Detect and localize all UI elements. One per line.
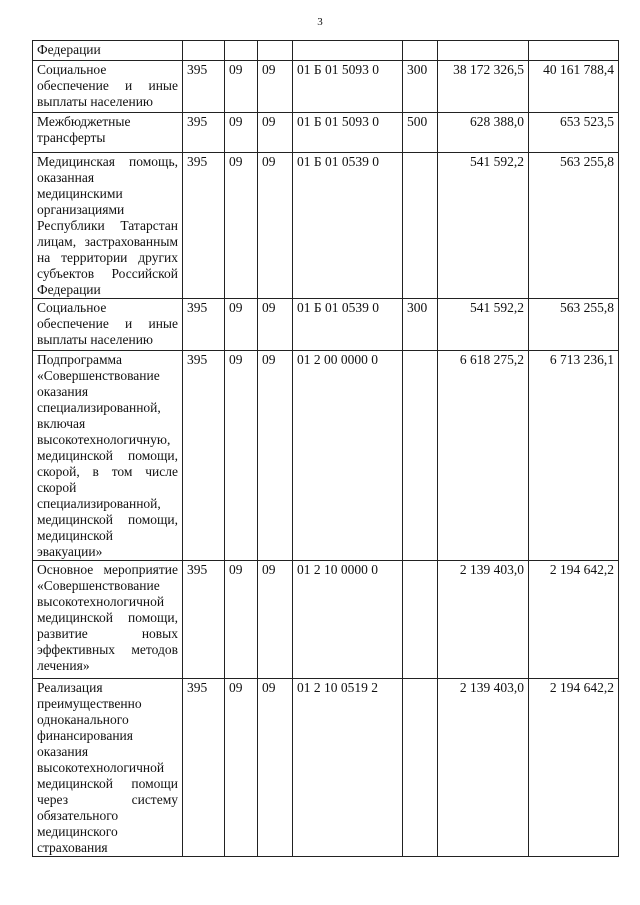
row-subsection: 09 [258,679,293,857]
row-ministry: 395 [183,351,225,561]
row-value-1: 38 172 326,5 [438,61,529,113]
table-row [33,299,619,351]
row-expense: 500 [403,113,438,153]
row-subsection: 09 [258,113,293,153]
row-ministry: 395 [183,153,225,299]
row-target: 01 Б 01 5093 0 [293,113,403,153]
row-subsection: 09 [258,153,293,299]
table-row [33,41,619,61]
row-target [293,41,403,61]
row-value-2: 653 523,5 [529,113,619,153]
row-target: 01 Б 01 0539 0 [293,299,403,351]
row-expense [403,679,438,857]
row-ministry: 395 [183,561,225,679]
row-expense: 300 [403,61,438,113]
row-subsection: 09 [258,561,293,679]
row-value-1: 541 592,2 [438,153,529,299]
row-target: 01 Б 01 5093 0 [293,61,403,113]
row-subsection: 09 [258,61,293,113]
row-value-2: 2 194 642,2 [529,561,619,679]
row-value-2: 563 255,8 [529,153,619,299]
row-value-2: 40 161 788,4 [529,61,619,113]
row-name: Подпрограмма «Совершенствование оказания специализированной, включая высокотехнологичную, медицинской помощи, скорой, в том числе скорой специализированной, медицинской помощи, медицинской эвакуации» [33,351,183,561]
row-expense [403,561,438,679]
row-subsection: 09 [258,299,293,351]
row-ministry [183,41,225,61]
row-ministry: 395 [183,61,225,113]
row-target: 01 Б 01 0539 0 [293,153,403,299]
row-name: Реализация преимущественно одноканального финансирования оказания высокотехнологичной медицинской помощи через систему обязательного медицинского страхования [33,679,183,857]
row-target: 01 2 00 0000 0 [293,351,403,561]
row-subsection: 09 [258,351,293,561]
row-name: Основное мероприятие «Совершенствование высокотехнологичной медицинской помощи, развитие новых эффективных методов лечения» [33,561,183,679]
row-value-2: 563 255,8 [529,299,619,351]
row-name: Федерации [33,41,183,61]
row-section: 09 [225,299,258,351]
row-subsection [258,41,293,61]
row-value-2: 2 194 642,2 [529,679,619,857]
row-name: Социальное обеспечение и иные выплаты населению [33,299,183,351]
table-row [33,561,619,679]
table-row [33,61,619,113]
row-value-1: 628 388,0 [438,113,529,153]
table-row [33,113,619,153]
table-row [33,153,619,299]
row-section: 09 [225,113,258,153]
row-expense: 300 [403,299,438,351]
row-ministry: 395 [183,299,225,351]
row-name: Медицинская помощь, оказанная медицинскими организациями Республики Татарстан лицам, застрахованным на территории других субъектов Российской Федерации [33,153,183,299]
row-target: 01 2 10 0000 0 [293,561,403,679]
row-section: 09 [225,351,258,561]
row-value-2: 6 713 236,1 [529,351,619,561]
row-section [225,41,258,61]
row-ministry: 395 [183,113,225,153]
row-value-2 [529,41,619,61]
row-name: Социальное обеспечение и иные выплаты населению [33,61,183,113]
row-value-1: 2 139 403,0 [438,679,529,857]
row-section: 09 [225,679,258,857]
row-expense [403,153,438,299]
budget-table [32,40,619,857]
row-section: 09 [225,561,258,679]
row-value-1: 6 618 275,2 [438,351,529,561]
row-expense [403,41,438,61]
row-name: Межбюджетные трансферты [33,113,183,153]
row-value-1: 2 139 403,0 [438,561,529,679]
row-target: 01 2 10 0519 2 [293,679,403,857]
page-number: 3 [317,16,323,28]
row-section: 09 [225,61,258,113]
row-value-1 [438,41,529,61]
row-ministry: 395 [183,679,225,857]
table-row [33,351,619,561]
row-expense [403,351,438,561]
table-row [33,679,619,857]
row-value-1: 541 592,2 [438,299,529,351]
row-section: 09 [225,153,258,299]
